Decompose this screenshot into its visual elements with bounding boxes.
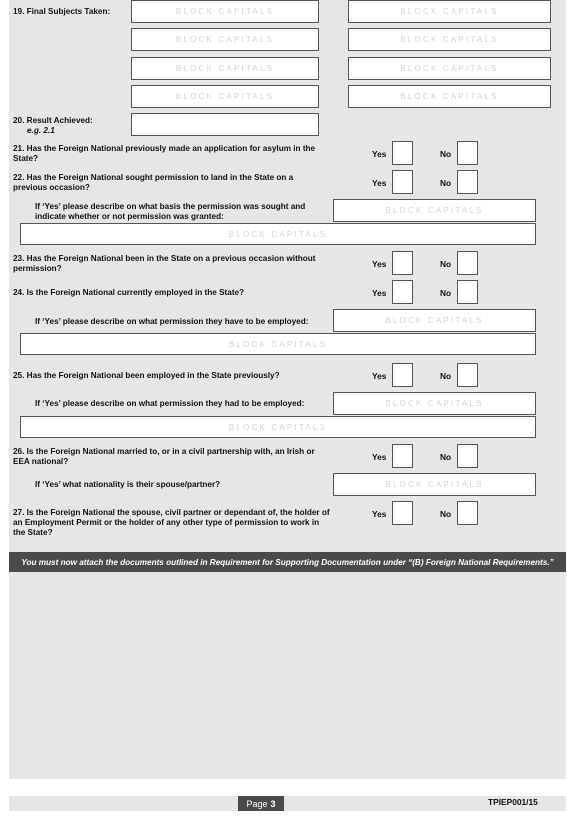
page-label: Page (246, 798, 268, 809)
subject-field-3b[interactable]: BLOCK CAPITALS (348, 57, 551, 80)
q26-no-label: No (440, 452, 452, 462)
q23-yes-checkbox[interactable] (392, 251, 413, 275)
q21-no-label: No (440, 149, 452, 159)
q23-no-label: No (440, 259, 452, 269)
q26-no-checkbox[interactable] (457, 444, 478, 468)
q26-yes-label: Yes (372, 452, 387, 462)
q26-nationality-field[interactable]: BLOCK CAPITALS (333, 473, 536, 496)
q23-no-checkbox[interactable] (457, 251, 478, 275)
q22-yes-label: Yes (372, 178, 387, 188)
page-number: 3 (270, 798, 276, 809)
q24-no-label: No (440, 288, 452, 298)
q21-label: 21. Has the Foreign National previously made an application for asylum in the State? (13, 144, 316, 163)
q22-no-checkbox[interactable] (457, 170, 478, 194)
q24-yes-label: Yes (372, 288, 387, 298)
subject-field-1a[interactable]: BLOCK CAPITALS (131, 0, 319, 23)
q25-yes-label: Yes (372, 371, 387, 381)
q27-yes-checkbox[interactable] (392, 501, 413, 525)
q23-label: 23. Has the Foreign National been in the State on a previous occasion without permission? (13, 254, 316, 273)
q27-no-label: No (440, 509, 452, 519)
subject-field-2a[interactable]: BLOCK CAPITALS (131, 28, 319, 51)
q22-label: 22. Has the Foreign National sought permission to land in the State on a previous occasion? (13, 173, 294, 192)
subject-field-4a[interactable]: BLOCK CAPITALS (131, 85, 319, 108)
q22-details-field[interactable]: BLOCK CAPITALS (20, 223, 536, 245)
subject-field-2b[interactable]: BLOCK CAPITALS (348, 28, 551, 51)
q24-label: 24. Is the Foreign National currently employed in the State? (13, 288, 245, 297)
q27-no-checkbox[interactable] (457, 501, 478, 525)
form-code: TPIEP001/15 (488, 797, 538, 807)
q26-label: 26. Is the Foreign National married to, or in a civil partnership with, an Irish or EEA national? (13, 447, 315, 466)
subject-field-4b[interactable]: BLOCK CAPITALS (348, 85, 551, 108)
q25-sub-label: If ‘Yes’ please describe on what permission they had to be employed: (35, 399, 305, 408)
q27-label: 27. Is the Foreign National the spouse, civil partner or dependant of, the holder of an Employment Permit or the holder of any other type of permission to work in the State? (13, 508, 330, 537)
q24-no-checkbox[interactable] (457, 280, 478, 304)
q25-yes-checkbox[interactable] (392, 363, 413, 387)
footer-bar (9, 796, 566, 811)
q27-yes-label: Yes (372, 509, 387, 519)
subject-field-1b[interactable]: BLOCK CAPITALS (348, 0, 551, 23)
q25-permission-field[interactable]: BLOCK CAPITALS (333, 392, 536, 415)
page-indicator (238, 796, 284, 811)
q22-yes-checkbox[interactable] (392, 170, 413, 194)
q20-label: 20. Result Achieved: (13, 116, 93, 125)
q22-no-label: No (440, 178, 452, 188)
q19-label: 19. Final Subjects Taken: (13, 7, 111, 16)
q21-yes-label: Yes (372, 149, 387, 159)
q21-yes-checkbox[interactable] (392, 141, 413, 165)
q26-yes-checkbox[interactable] (392, 444, 413, 468)
q25-no-label: No (440, 371, 452, 381)
q22-basis-field[interactable]: BLOCK CAPITALS (333, 199, 536, 222)
q26-sub-label: If ‘Yes’ what nationality is their spouse/partner? (35, 480, 221, 489)
q25-details-field[interactable]: BLOCK CAPITALS (20, 416, 536, 438)
result-field[interactable] (131, 113, 319, 136)
q24-permission-field[interactable]: BLOCK CAPITALS (333, 309, 536, 332)
q24-yes-checkbox[interactable] (392, 280, 413, 304)
attachment-notice-banner: You must now attach the documents outlined in Requirement for Supporting Documentation under “(B) Foreign National Requirements.” (9, 552, 566, 572)
q25-label: 25. Has the Foreign National been employed in the State previously? (13, 371, 280, 380)
q22-sub-label: If ‘Yes’ please describe on what basis the permission was sought and indicate whether or not permission was granted: (35, 202, 306, 221)
q21-no-checkbox[interactable] (457, 141, 478, 165)
subject-field-3a[interactable]: BLOCK CAPITALS (131, 57, 319, 80)
q20-example: e.g. 2.1 (27, 126, 55, 135)
q23-yes-label: Yes (372, 259, 387, 269)
q25-no-checkbox[interactable] (457, 363, 478, 387)
q24-sub-label: If ‘Yes’ please describe on what permission they have to be employed: (35, 317, 309, 326)
q24-details-field[interactable]: BLOCK CAPITALS (20, 333, 536, 355)
